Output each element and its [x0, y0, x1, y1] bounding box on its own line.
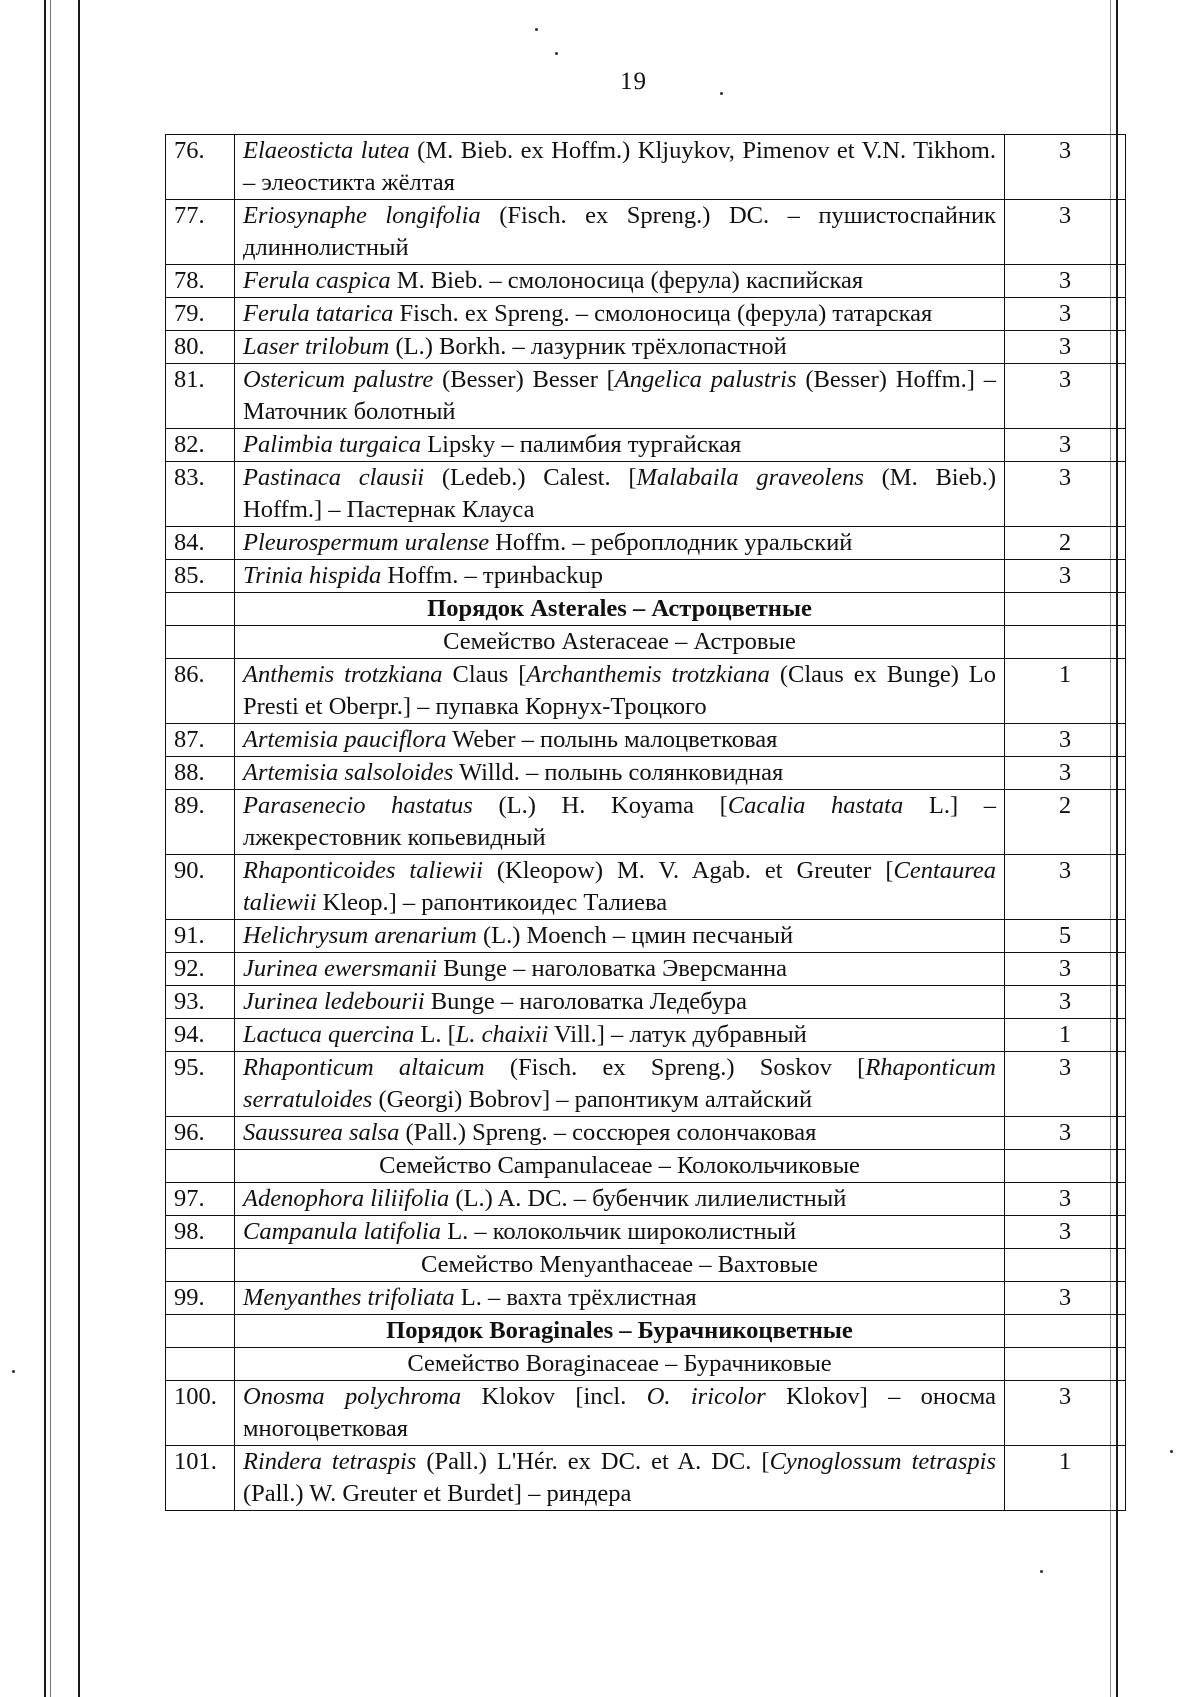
latin-name: Lactuca quercina: [243, 1021, 415, 1048]
species-name: [235, 855, 1005, 920]
latin-name: Ostericum palustre: [243, 366, 434, 393]
rarity-category: 1: [1005, 659, 1126, 724]
name-text: L.] – лжекрестовник копьевидный: [243, 792, 997, 851]
page-number: 19: [620, 68, 647, 95]
table-row: [166, 1381, 1126, 1446]
row-number: 90.: [166, 855, 235, 920]
species-name: [235, 200, 1005, 265]
latin-name: Artemisia pauciflora: [243, 726, 447, 753]
species-name: [235, 331, 1005, 364]
latin-name: Campanula latifolia: [243, 1218, 442, 1245]
latin-name: Trinia hispida: [243, 562, 382, 589]
rarity-category: 3: [1005, 135, 1126, 200]
rarity-category: 3: [1005, 331, 1126, 364]
family-heading: Семейство Menyanthaceae – Вахтовые: [235, 1249, 1005, 1282]
latin-name: Saussurea salsa: [243, 1119, 400, 1146]
name-text: (L.) A. DC. – бубенчик лилиелистный: [449, 1185, 847, 1212]
row-number: 97.: [166, 1183, 235, 1216]
row-number: 85.: [166, 560, 235, 593]
family-heading: Семейство Asteraceae – Астровые: [235, 626, 1005, 659]
empty-cell: [166, 1249, 235, 1282]
table-row: [166, 364, 1126, 429]
rarity-category: 3: [1005, 462, 1126, 527]
latin-name: Malabaila graveolens: [636, 464, 864, 491]
table-row: [166, 560, 1126, 593]
rarity-category: 1: [1005, 1019, 1126, 1052]
empty-cell: [1005, 1249, 1126, 1282]
table-row: [166, 429, 1126, 462]
family-heading-row: [166, 626, 1126, 659]
table-row: [166, 298, 1126, 331]
table-row: [166, 462, 1126, 527]
scan-speck: [1170, 1450, 1173, 1453]
name-text: (Fisch. ex Spreng.) DC. – пушистоспайник длиннолистный: [243, 202, 996, 261]
name-text: M. Bieb. – смолоносица (ферула) каспийская: [390, 267, 864, 294]
empty-cell: [166, 593, 235, 626]
species-name: [235, 429, 1005, 462]
latin-name: Centaurea taliewii: [243, 857, 997, 916]
name-text: Weber – полынь малоцветковая: [446, 726, 778, 753]
row-number: 99.: [166, 1282, 235, 1315]
latin-name: L. chaixii: [455, 1021, 549, 1048]
table-row: [166, 331, 1126, 364]
name-text: L. – вахта трёхлистная: [454, 1284, 697, 1311]
name-text: Hoffm. – тринbackup: [381, 562, 604, 589]
rarity-category: 3: [1005, 1381, 1126, 1446]
name-text: (Ledeb.) Calest. [: [424, 464, 637, 491]
table-row: [166, 920, 1126, 953]
row-number: 89.: [166, 790, 235, 855]
name-text: Willd. – полынь солянковидная: [453, 759, 784, 786]
scan-speck: [535, 28, 538, 31]
latin-name: Jurinea ledebourii: [243, 988, 425, 1015]
name-text: (Pall.) L'Hér. ex DC. et A. DC. [: [416, 1448, 770, 1475]
table-row: [166, 724, 1126, 757]
rarity-category: 3: [1005, 429, 1126, 462]
table-row: [166, 1446, 1126, 1511]
row-number: 84.: [166, 527, 235, 560]
empty-cell: [166, 1315, 235, 1348]
row-number: 100.: [166, 1381, 235, 1446]
rarity-category: 3: [1005, 1117, 1126, 1150]
row-number: 79.: [166, 298, 235, 331]
species-name: [235, 659, 1005, 724]
latin-name: Ferula caspica: [243, 267, 391, 294]
latin-name: Elaeosticta lutea: [243, 137, 410, 164]
species-name: [235, 1216, 1005, 1249]
rarity-category: 3: [1005, 724, 1126, 757]
name-text: (M. Bieb.) Hoffm.] – Пастернак Клауса: [243, 464, 997, 523]
name-text: Kleop.] – рапонтикоидес Талиева: [316, 889, 668, 916]
table-row: [166, 855, 1126, 920]
scan-speck: [1040, 1570, 1043, 1573]
row-number: 93.: [166, 986, 235, 1019]
table-row: [166, 1019, 1126, 1052]
species-name: [235, 757, 1005, 790]
family-heading-row: [166, 1249, 1126, 1282]
latin-name: Archanthemis trotzkiana: [526, 661, 770, 688]
row-number: 95.: [166, 1052, 235, 1117]
rarity-category: 3: [1005, 265, 1126, 298]
species-name: [235, 724, 1005, 757]
rarity-category: 2: [1005, 790, 1126, 855]
order-heading: Порядок Boraginales – Бурачникоцветные: [235, 1315, 1005, 1348]
scan-speck: [720, 92, 723, 95]
name-text: (L.) H. Koyama [: [472, 792, 728, 819]
rarity-category: 3: [1005, 855, 1126, 920]
table-row: [166, 790, 1126, 855]
species-name: [235, 986, 1005, 1019]
rarity-category: 3: [1005, 1052, 1126, 1117]
rarity-category: 3: [1005, 953, 1126, 986]
name-text: (Kleopow) M. V. Agab. et Greuter [: [482, 857, 894, 884]
species-table: [165, 134, 1126, 1511]
species-name: [235, 1052, 1005, 1117]
row-number: 101.: [166, 1446, 235, 1511]
name-text: (Pall.) W. Greuter et Burdet] – риндера: [243, 1480, 632, 1507]
name-text: Bunge – наголоватка Эверсманна: [436, 955, 787, 982]
row-number: 96.: [166, 1117, 235, 1150]
species-name: [235, 1019, 1005, 1052]
row-number: 91.: [166, 920, 235, 953]
empty-cell: [1005, 593, 1126, 626]
latin-name: Palimbia turgaica: [243, 431, 422, 458]
row-number: 77.: [166, 200, 235, 265]
species-name: [235, 462, 1005, 527]
latin-name: Rhaponticoides taliewii: [243, 857, 483, 884]
table-row: [166, 986, 1126, 1019]
table-row: [166, 1282, 1126, 1315]
table-row: [166, 953, 1126, 986]
rarity-category: 3: [1005, 364, 1126, 429]
row-number: 82.: [166, 429, 235, 462]
row-number: 80.: [166, 331, 235, 364]
rarity-category: 5: [1005, 920, 1126, 953]
order-heading-row: [166, 593, 1126, 626]
row-number: 86.: [166, 659, 235, 724]
row-number: 83.: [166, 462, 235, 527]
name-text: Fisch. ex Spreng. – смолоносица (ферула) татарская: [393, 300, 933, 327]
scan-edge-line: [50, 0, 51, 1697]
empty-cell: [1005, 1348, 1126, 1381]
scan-edge-line: [44, 0, 46, 1697]
name-text: Claus [: [442, 661, 527, 688]
row-number: 78.: [166, 265, 235, 298]
rarity-category: 3: [1005, 298, 1126, 331]
order-heading: Порядок Asterales – Астроцветные: [235, 593, 1005, 626]
name-text: Klokov [incl.: [461, 1383, 647, 1410]
table-row: [166, 1183, 1126, 1216]
species-name: [235, 790, 1005, 855]
species-name: [235, 1381, 1005, 1446]
species-name: [235, 920, 1005, 953]
latin-name: Artemisia salsoloides: [243, 759, 454, 786]
rarity-category: 3: [1005, 1183, 1126, 1216]
table-body: [166, 135, 1126, 1511]
rarity-category: 2: [1005, 527, 1126, 560]
latin-name: Laser trilobum: [243, 333, 390, 360]
name-text: (Fisch. ex Spreng.) Soskov [: [484, 1054, 866, 1081]
name-text: (Claus ex Bunge) Lo Presti et Oberpr.] – пупавка Корнух-Троцкого: [243, 661, 997, 720]
table-row: [166, 200, 1126, 265]
latin-name: Eriosynaphe longifolia: [243, 202, 481, 229]
name-text: (Besser) Hoffm.] – Маточник болотный: [243, 366, 996, 425]
table-row: [166, 659, 1126, 724]
species-name: [235, 364, 1005, 429]
latin-name: Pleurospermum uralense: [243, 529, 490, 556]
empty-cell: [1005, 1315, 1126, 1348]
species-name: [235, 953, 1005, 986]
table-row: [166, 265, 1126, 298]
row-number: 92.: [166, 953, 235, 986]
scan-speck: [555, 52, 558, 55]
empty-cell: [1005, 626, 1126, 659]
latin-name: Helichrysum arenarium: [243, 922, 477, 949]
name-text: Klokov] – оносма многоцветковая: [243, 1383, 996, 1442]
order-heading-row: [166, 1315, 1126, 1348]
scan-speck: [12, 1370, 15, 1373]
latin-name: Anthemis trotzkiana: [243, 661, 443, 688]
name-text: Bunge – наголоватка Ледебура: [424, 988, 748, 1015]
species-name: [235, 1183, 1005, 1216]
latin-name: Onosma polychroma: [243, 1383, 462, 1410]
row-number: 88.: [166, 757, 235, 790]
name-text: Vill.] – латук дубравный: [548, 1021, 807, 1048]
rarity-category: 3: [1005, 200, 1126, 265]
name-text: (Besser) Besser [: [433, 366, 615, 393]
latin-name: Jurinea ewersmanii: [243, 955, 437, 982]
rarity-category: 1: [1005, 1446, 1126, 1511]
species-name: [235, 1446, 1005, 1511]
row-number: 98.: [166, 1216, 235, 1249]
species-name: [235, 1282, 1005, 1315]
empty-cell: [1005, 1150, 1126, 1183]
family-heading: Семейство Campanulaceae – Колокольчиковые: [235, 1150, 1005, 1183]
name-text: L. – колокольчик широколистный: [441, 1218, 797, 1245]
name-text: (L.) Moench – цмин песчаный: [476, 922, 794, 949]
species-name: [235, 527, 1005, 560]
rarity-category: 3: [1005, 986, 1126, 1019]
family-heading-row: [166, 1348, 1126, 1381]
latin-name: Parasenecio hastatus: [243, 792, 473, 819]
table-row: [166, 1117, 1126, 1150]
rarity-category: 3: [1005, 1216, 1126, 1249]
rarity-category: 3: [1005, 1282, 1126, 1315]
empty-cell: [166, 1348, 235, 1381]
latin-name: Rhaponticum serratuloides: [243, 1054, 996, 1113]
row-number: 94.: [166, 1019, 235, 1052]
name-text: (M. Bieb. ex Hoffm.) Kljuykov, Pimenov et V.N. Tikhom. – элеостикта жёлтая: [243, 137, 996, 196]
row-number: 87.: [166, 724, 235, 757]
table-row: [166, 1216, 1126, 1249]
row-number: 81.: [166, 364, 235, 429]
row-number: 76.: [166, 135, 235, 200]
species-name: [235, 298, 1005, 331]
latin-name: Cacalia hastata: [727, 792, 904, 819]
name-text: Lipsky – палимбия тургайская: [421, 431, 742, 458]
empty-cell: [166, 626, 235, 659]
latin-name: Cynoglossum tetraspis: [769, 1448, 996, 1475]
name-text: (Georgi) Bobrov] – рапонтикум алтайский: [372, 1086, 813, 1113]
table-row: [166, 527, 1126, 560]
family-heading-row: [166, 1150, 1126, 1183]
name-text: (Pall.) Spreng. – соссюрея солончаковая: [399, 1119, 817, 1146]
scan-edge-line: [78, 0, 80, 1697]
table-row: [166, 135, 1126, 200]
table-row: [166, 757, 1126, 790]
latin-name: O. iricolor: [646, 1383, 766, 1410]
latin-name: Ferula tatarica: [243, 300, 394, 327]
latin-name: Angelica palustris: [614, 366, 797, 393]
rarity-category: 3: [1005, 757, 1126, 790]
table-row: [166, 1052, 1126, 1117]
species-name: [235, 135, 1005, 200]
species-name: [235, 1117, 1005, 1150]
latin-name: Menyanthes trifoliata: [243, 1284, 455, 1311]
latin-name: Rindera tetraspis: [243, 1448, 417, 1475]
name-text: Hoffm. – реброплодник уральский: [489, 529, 853, 556]
name-text: (L.) Borkh. – лазурник трёхлопастной: [389, 333, 787, 360]
latin-name: Rhaponticum altaicum: [243, 1054, 485, 1081]
species-name: [235, 265, 1005, 298]
rarity-category: 3: [1005, 560, 1126, 593]
family-heading: Семейство Boraginaceae – Бурачниковые: [235, 1348, 1005, 1381]
latin-name: Pastinaca clausii: [243, 464, 425, 491]
species-name: [235, 560, 1005, 593]
empty-cell: [166, 1150, 235, 1183]
latin-name: Adenophora liliifolia: [243, 1185, 450, 1212]
name-text: L. [: [414, 1021, 456, 1048]
